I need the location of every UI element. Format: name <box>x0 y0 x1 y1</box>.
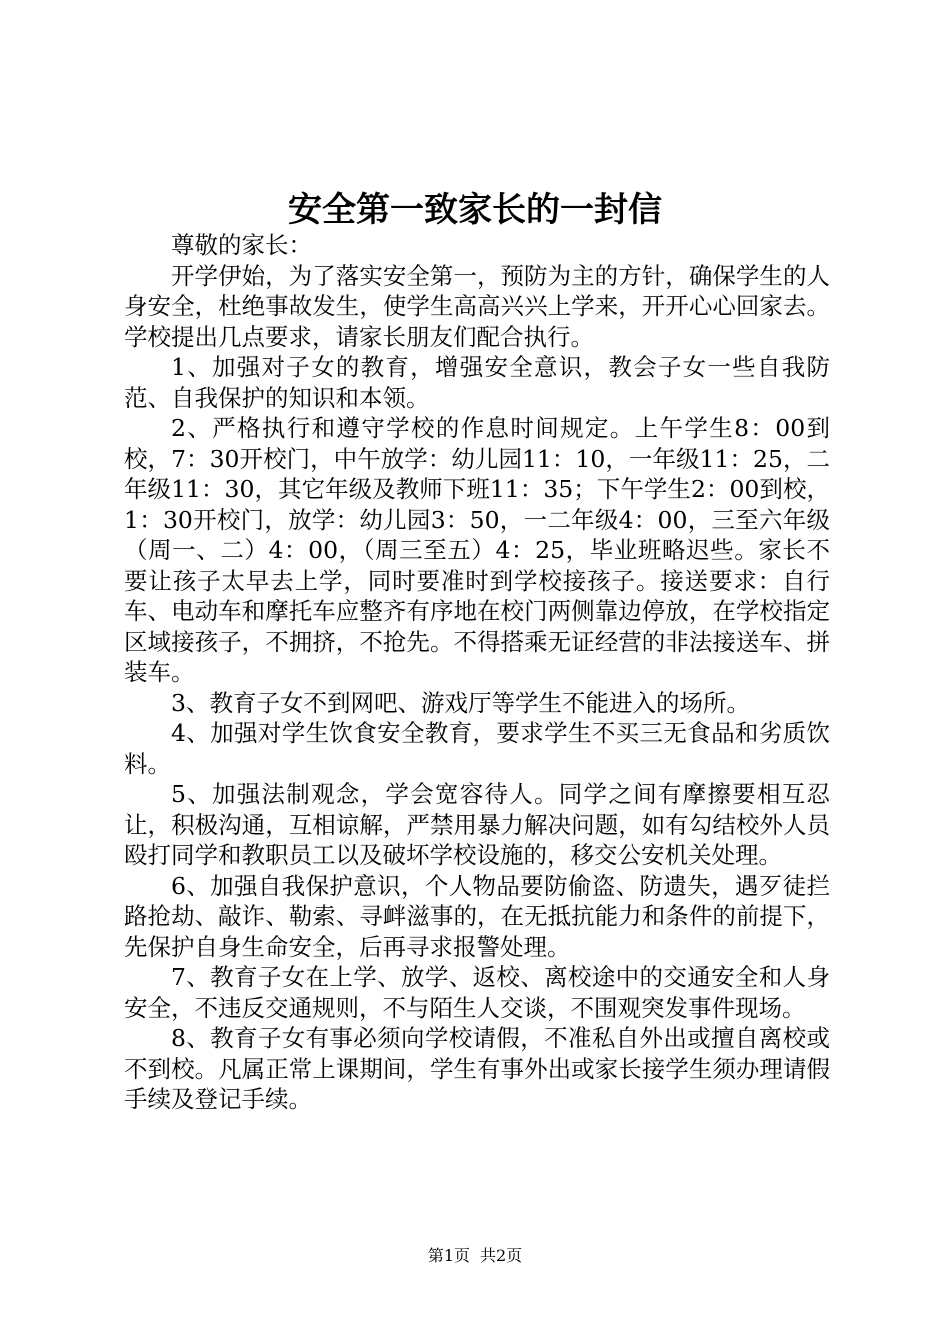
paragraph-item-2: 2、严格执行和遵守学校的作息时间规定。上午学生8：00到校，7：30开校门，中午放学：幼儿园11：10，一年级11：25，二年级11：30，其它年级及教师下班11：35；下午学生2：00到校，1：30开校门，放学：幼儿园3：50，一二年级4：00，三至六年级（周一、二）4：00，（周三至五）4：25，毕业班略迟些。家长不要让孩子太早去上学，同时要准时到学校接孩子。接送要求：自行车、电动车和摩托车应整齐有序地在校门两侧靠边停放，在学校指定区域接孩子，不拥挤，不抢先。不得搭乘无证经营的非法接送车、拼装车。 <box>124 414 830 686</box>
paragraph-item-7: 7、教育子女在上学、放学、返校、离校途中的交通安全和人身安全，不违反交通规则，不与陌生人交谈，不围观突发事件现场。 <box>124 963 830 1022</box>
paragraph-item-5: 5、加强法制观念，学会宽容待人。同学之间有摩擦要相互忍让，积极沟通，互相谅解，严禁用暴力解决问题，如有勾结校外人员殴打同学和教职员工以及破坏学校设施的，移交公安机关处理。 <box>124 780 830 869</box>
paragraph-item-3: 3、教育子女不到网吧、游戏厅等学生不能进入的场所。 <box>171 688 750 717</box>
paragraph-item-4: 4、加强对学生饮食安全教育，要求学生不买三无食品和劣质饮料。 <box>124 719 830 778</box>
paragraph-intro: 开学伊始，为了落实安全第一，预防为主的方针，确保学生的人身安全，杜绝事故发生，使学生高高兴兴上学来，开开心心回家去。学校提出几点要求，请家长朋友们配合执行。 <box>124 261 830 351</box>
letter-body <box>124 230 830 1115</box>
document-title: 安全第一致家长的一封信 <box>288 190 662 230</box>
paragraph-item-1: 1、加强对子女的教育，增强安全意识，教会子女一些自我防范、自我保护的知识和本领。 <box>124 353 830 412</box>
page-footer <box>0 1244 950 1268</box>
page-number: 第1页 <box>427 1246 470 1265</box>
page-total: 共2页 <box>480 1246 523 1265</box>
paragraph-item-8: 8、教育子女有事必须向学校请假，不准私自外出或擅自离校或不到校。凡属正常上课期间，学生有事外出或家长接学生须办理请假手续及登记手续。 <box>124 1024 830 1113</box>
salutation: 尊敬的家长： <box>171 231 312 259</box>
paragraph-item-6: 6、加强自我保护意识，个人物品要防偷盗、防遗失，遇歹徒拦路抢劫、敲诈、勒索、寻衅滋事的，在无抵抗能力和条件的前提下，先保护自身生命安全，后再寻求报警处理。 <box>124 871 830 961</box>
